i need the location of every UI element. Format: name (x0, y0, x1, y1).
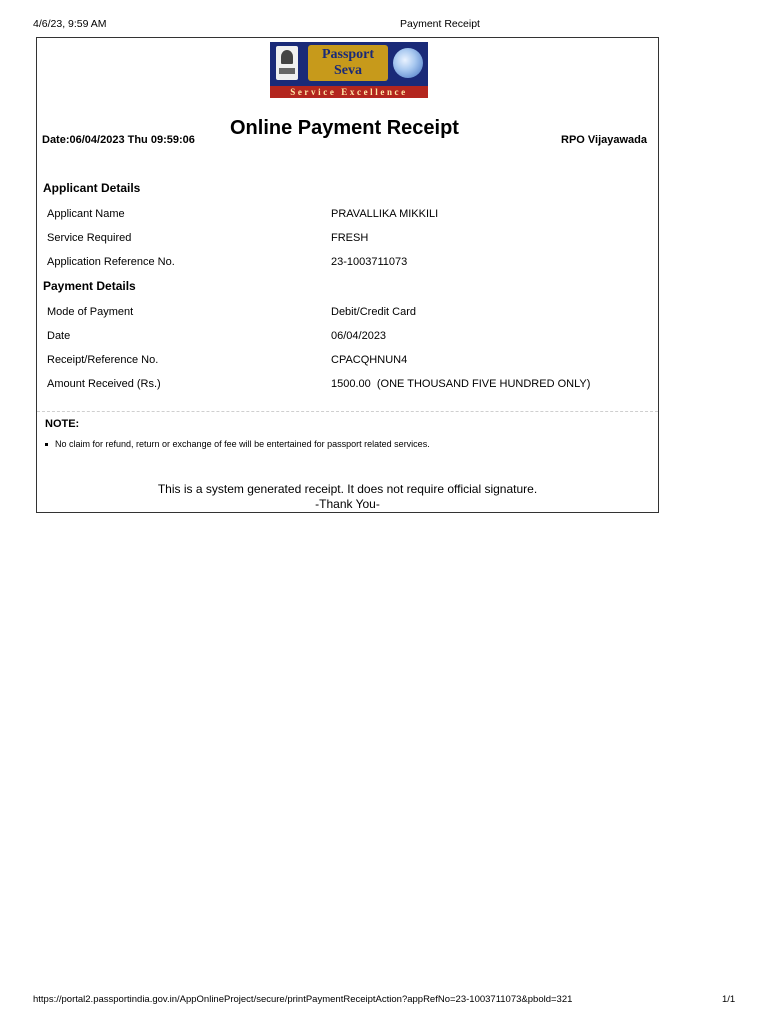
passport-seva-logo (270, 42, 428, 98)
page-title: Online Payment Receipt (230, 117, 459, 139)
logo-banner (270, 42, 428, 86)
national-emblem-icon (276, 46, 298, 80)
logo-title-line2: Seva (334, 63, 362, 78)
bullet-icon (45, 443, 48, 446)
system-generated-note: This is a system generated receipt. It does not require official signature. (157, 482, 538, 496)
note-item-text: No claim for refund, return or exchange of fee will be entertained for passport related services. (55, 439, 430, 449)
print-datetime: 4/6/23, 9:59 AM (33, 18, 107, 30)
payment-date-label: Date (47, 330, 71, 342)
applicant-name-value: PRAVALLIKA MIKKILI (331, 208, 439, 220)
print-document-title: Payment Receipt (400, 18, 480, 30)
application-ref-label: Application Reference No. (47, 256, 175, 268)
logo-title-plate (308, 45, 388, 81)
payment-mode-label: Mode of Payment (47, 306, 134, 318)
amount-received-value: 1500.00 (ONE THOUSAND FIVE HUNDRED ONLY) (331, 378, 591, 390)
section-divider (37, 411, 658, 412)
amount-received-label: Amount Received (Rs.) (47, 378, 161, 390)
receipt-ref-value: CPACQHNUN4 (331, 354, 408, 366)
logo-title-line1: Passport (321, 47, 375, 62)
print-page-url: https://portal2.passportindia.gov.in/AppOnlineProject/secure/printPaymentReceiptAction?appRefNo=23-1003711073&pbold=321 (33, 994, 573, 1005)
regional-office: RPO Vijayawada (561, 134, 648, 146)
application-ref-value: 23-1003711073 (331, 256, 408, 268)
payment-details-heading: Payment Details (43, 279, 136, 293)
logo-tagline: Service Excellence (270, 86, 428, 98)
note-heading: NOTE: (45, 418, 80, 430)
receipt-ref-label: Receipt/Reference No. (47, 354, 159, 366)
print-page-number: 1/1 (722, 994, 736, 1005)
globe-icon (393, 48, 423, 78)
applicant-details-heading: Applicant Details (43, 181, 141, 195)
applicant-name-label: Applicant Name (47, 208, 125, 220)
service-required-value: FRESH (331, 232, 369, 244)
thank-you-note: -Thank You- (315, 497, 380, 511)
payment-date-value: 06/04/2023 (331, 330, 387, 342)
note-item (45, 439, 430, 449)
receipt-datetime: Date:06/04/2023 Thu 09:59:06 (42, 134, 195, 146)
receipt-container (36, 37, 659, 513)
payment-mode-value: Debit/Credit Card (331, 306, 416, 318)
service-required-label: Service Required (47, 232, 132, 244)
